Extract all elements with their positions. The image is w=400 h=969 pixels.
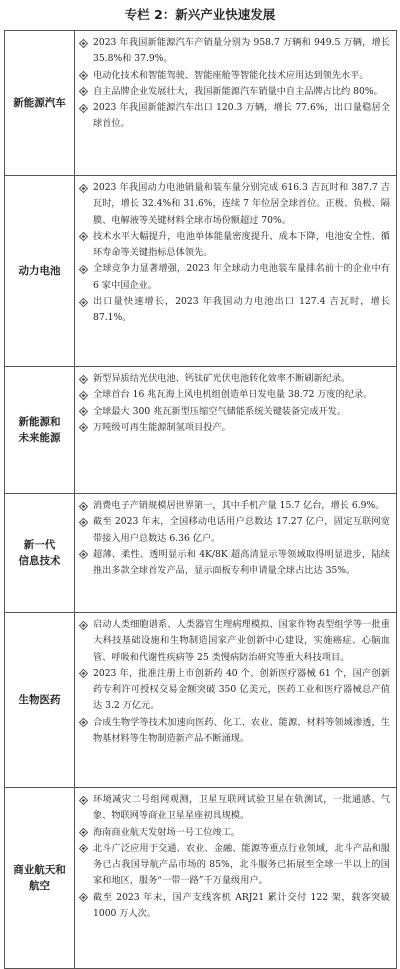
list-item: 启动人类细胞谱系、人类器官生理病理模拟、国家作物表型组学等一批重大科技基础设施和生物制造国家产业创新中心建设，实施癌症、心脑血管、呼吸和代谢性疾病等 25 类慢病防治研究等重大科技项目。 [79,617,390,666]
diamond-bullet-icon [79,371,91,387]
items-cell [75,494,397,612]
list-item: 环境减灾二号组网观测，卫星互联网试验卫星在轨测试，一批通感、气象、物联网等商业卫星星座初具规模。 [79,792,390,825]
items-cell [75,31,397,175]
list-item: 出口量快速增长，2023 年我国动力电池出口 127.4 吉瓦时，增长 87.1%。 [79,294,390,327]
list-item: 北斗广泛应用于交通、农业、金融、能源等重点行业领域，北斗产品和服务已占我国导航产品市场的 85%，北斗服务已拓展至全球一半以上的国家和地区，服务“一带一路”千万量级用户。 [79,841,390,890]
diamond-bullet-icon [79,498,91,514]
diamond-bullet-icon [79,100,91,116]
items-cell [75,613,397,787]
table-row-new-energy [5,367,397,494]
diamond-bullet-icon [79,261,91,277]
list-item: 消费电子产销规模居世界第一，其中手机产量 15.7 亿台，增长 6.9%。 [79,498,390,514]
list-item: 全球竞争力显著增强，2023 年全球动力电池装车量排名前十的企业中有 6 家中国企业。 [79,261,390,294]
list-item: 电动化技术和智能驾驶、智能座舱等智能化技术应用达到领先水平。 [79,68,390,84]
diamond-bullet-icon [79,666,91,682]
diamond-bullet-icon [79,68,91,84]
items-cell [75,176,397,366]
category-cell: 新能源汽车 [5,31,75,175]
list-item: 全球最大 300 兆瓦新型压缩空气储能系统关键装备完成开发。 [79,404,390,420]
diamond-bullet-icon [79,547,91,563]
category-cell: 新能源和 未来能源 [5,367,75,493]
list-item: 自主品牌企业发展壮大，我国新能源汽车销量中自主品牌占比约 80%。 [79,84,390,100]
list-item: 新型异质结光伏电池、钙钛矿光伏电池转化效率不断刷新纪录。 [79,371,390,387]
diamond-bullet-icon [79,84,91,100]
list-item: 海南商业航天发射场一号工位竣工。 [79,825,390,841]
diamond-bullet-icon [79,294,91,310]
table-row-it [5,494,397,613]
column-title: 专栏 2：新兴产业快速发展 [124,7,276,22]
items-cell [75,788,397,968]
list-item: 截至 2023 年末，全国移动电话用户总数达 17.27 亿户，固定互联网宽带接入用户总数达 6.36 亿户。 [79,514,390,547]
list-item: 2023 年我国动力电池销量和装车量分别完成 616.3 吉瓦时和 387.7 吉瓦时，增长 32.4%和 31.6%，连续 7 年位居全球首位。正极、负极、隔膜、电解液等关键材料全球市场份额超过 70%。 [79,180,390,229]
category-cell: 新一代 信息技术 [5,494,75,612]
table-row-aerospace [5,788,397,969]
category-cell: 商业航天和 航空 [5,788,75,968]
diamond-bullet-icon [79,890,91,906]
table-row-nev [5,31,397,176]
items-cell [75,367,397,493]
diamond-bullet-icon [79,420,91,436]
diamond-bullet-icon [79,617,91,633]
list-item: 万吨级可再生能源制氢项目投产。 [79,420,390,436]
list-item: 技术水平大幅提升，电池单体能量密度提升、成本下降，电池安全性、循环寿命等关键指标总体领先。 [79,229,390,262]
diamond-bullet-icon [79,229,91,245]
diamond-bullet-icon [79,841,91,857]
diamond-bullet-icon [79,825,91,841]
list-item: 2023 年我国新能源汽车产销量分别为 958.7 万辆和 949.5 万辆，增长 35.8%和 37.9%。 [79,35,390,68]
diamond-bullet-icon [79,792,91,808]
diamond-bullet-icon [79,387,91,403]
table-row-biomedicine [5,613,397,788]
list-item: 合成生物学等技术加速向医药、化工、农业、能源、材料等领域渗透，生物基材料等生物制造新产品不断涌现。 [79,715,390,748]
list-item: 2023 年我国新能源汽车出口 120.3 万辆，增长 77.6%，出口量稳居全球首位。 [79,100,390,133]
list-item: 截至 2023 年末，国产支线客机 ARJ21 累计交付 122 架，载客突破 1000 万人次。 [79,890,390,923]
table-row-battery [5,176,397,367]
list-item: 2023 年，批准注册上市创新药 40 个、创新医疗器械 61 个，国产创新药专利许可授权交易金额突破 350 亿美元，医药工业和医疗器械总产值达 3.2 万亿元。 [79,666,390,715]
category-cell: 生物医药 [5,613,75,787]
diamond-bullet-icon [79,514,91,530]
list-item: 超薄、柔性、透明显示和 4K/8K 超高清显示等领域取得明显进步，陆续推出多款全球首发产品，显示面板专利申请量全球占比达 35%。 [79,547,390,580]
category-cell: 动力电池 [5,176,75,366]
diamond-bullet-icon [79,35,91,51]
list-item: 全球首台 16 兆瓦海上风电机组创造单日发电量 38.72 万度的纪录。 [79,387,390,403]
industry-table [4,30,397,969]
diamond-bullet-icon [79,180,91,196]
diamond-bullet-icon [79,715,91,731]
diamond-bullet-icon [79,404,91,420]
